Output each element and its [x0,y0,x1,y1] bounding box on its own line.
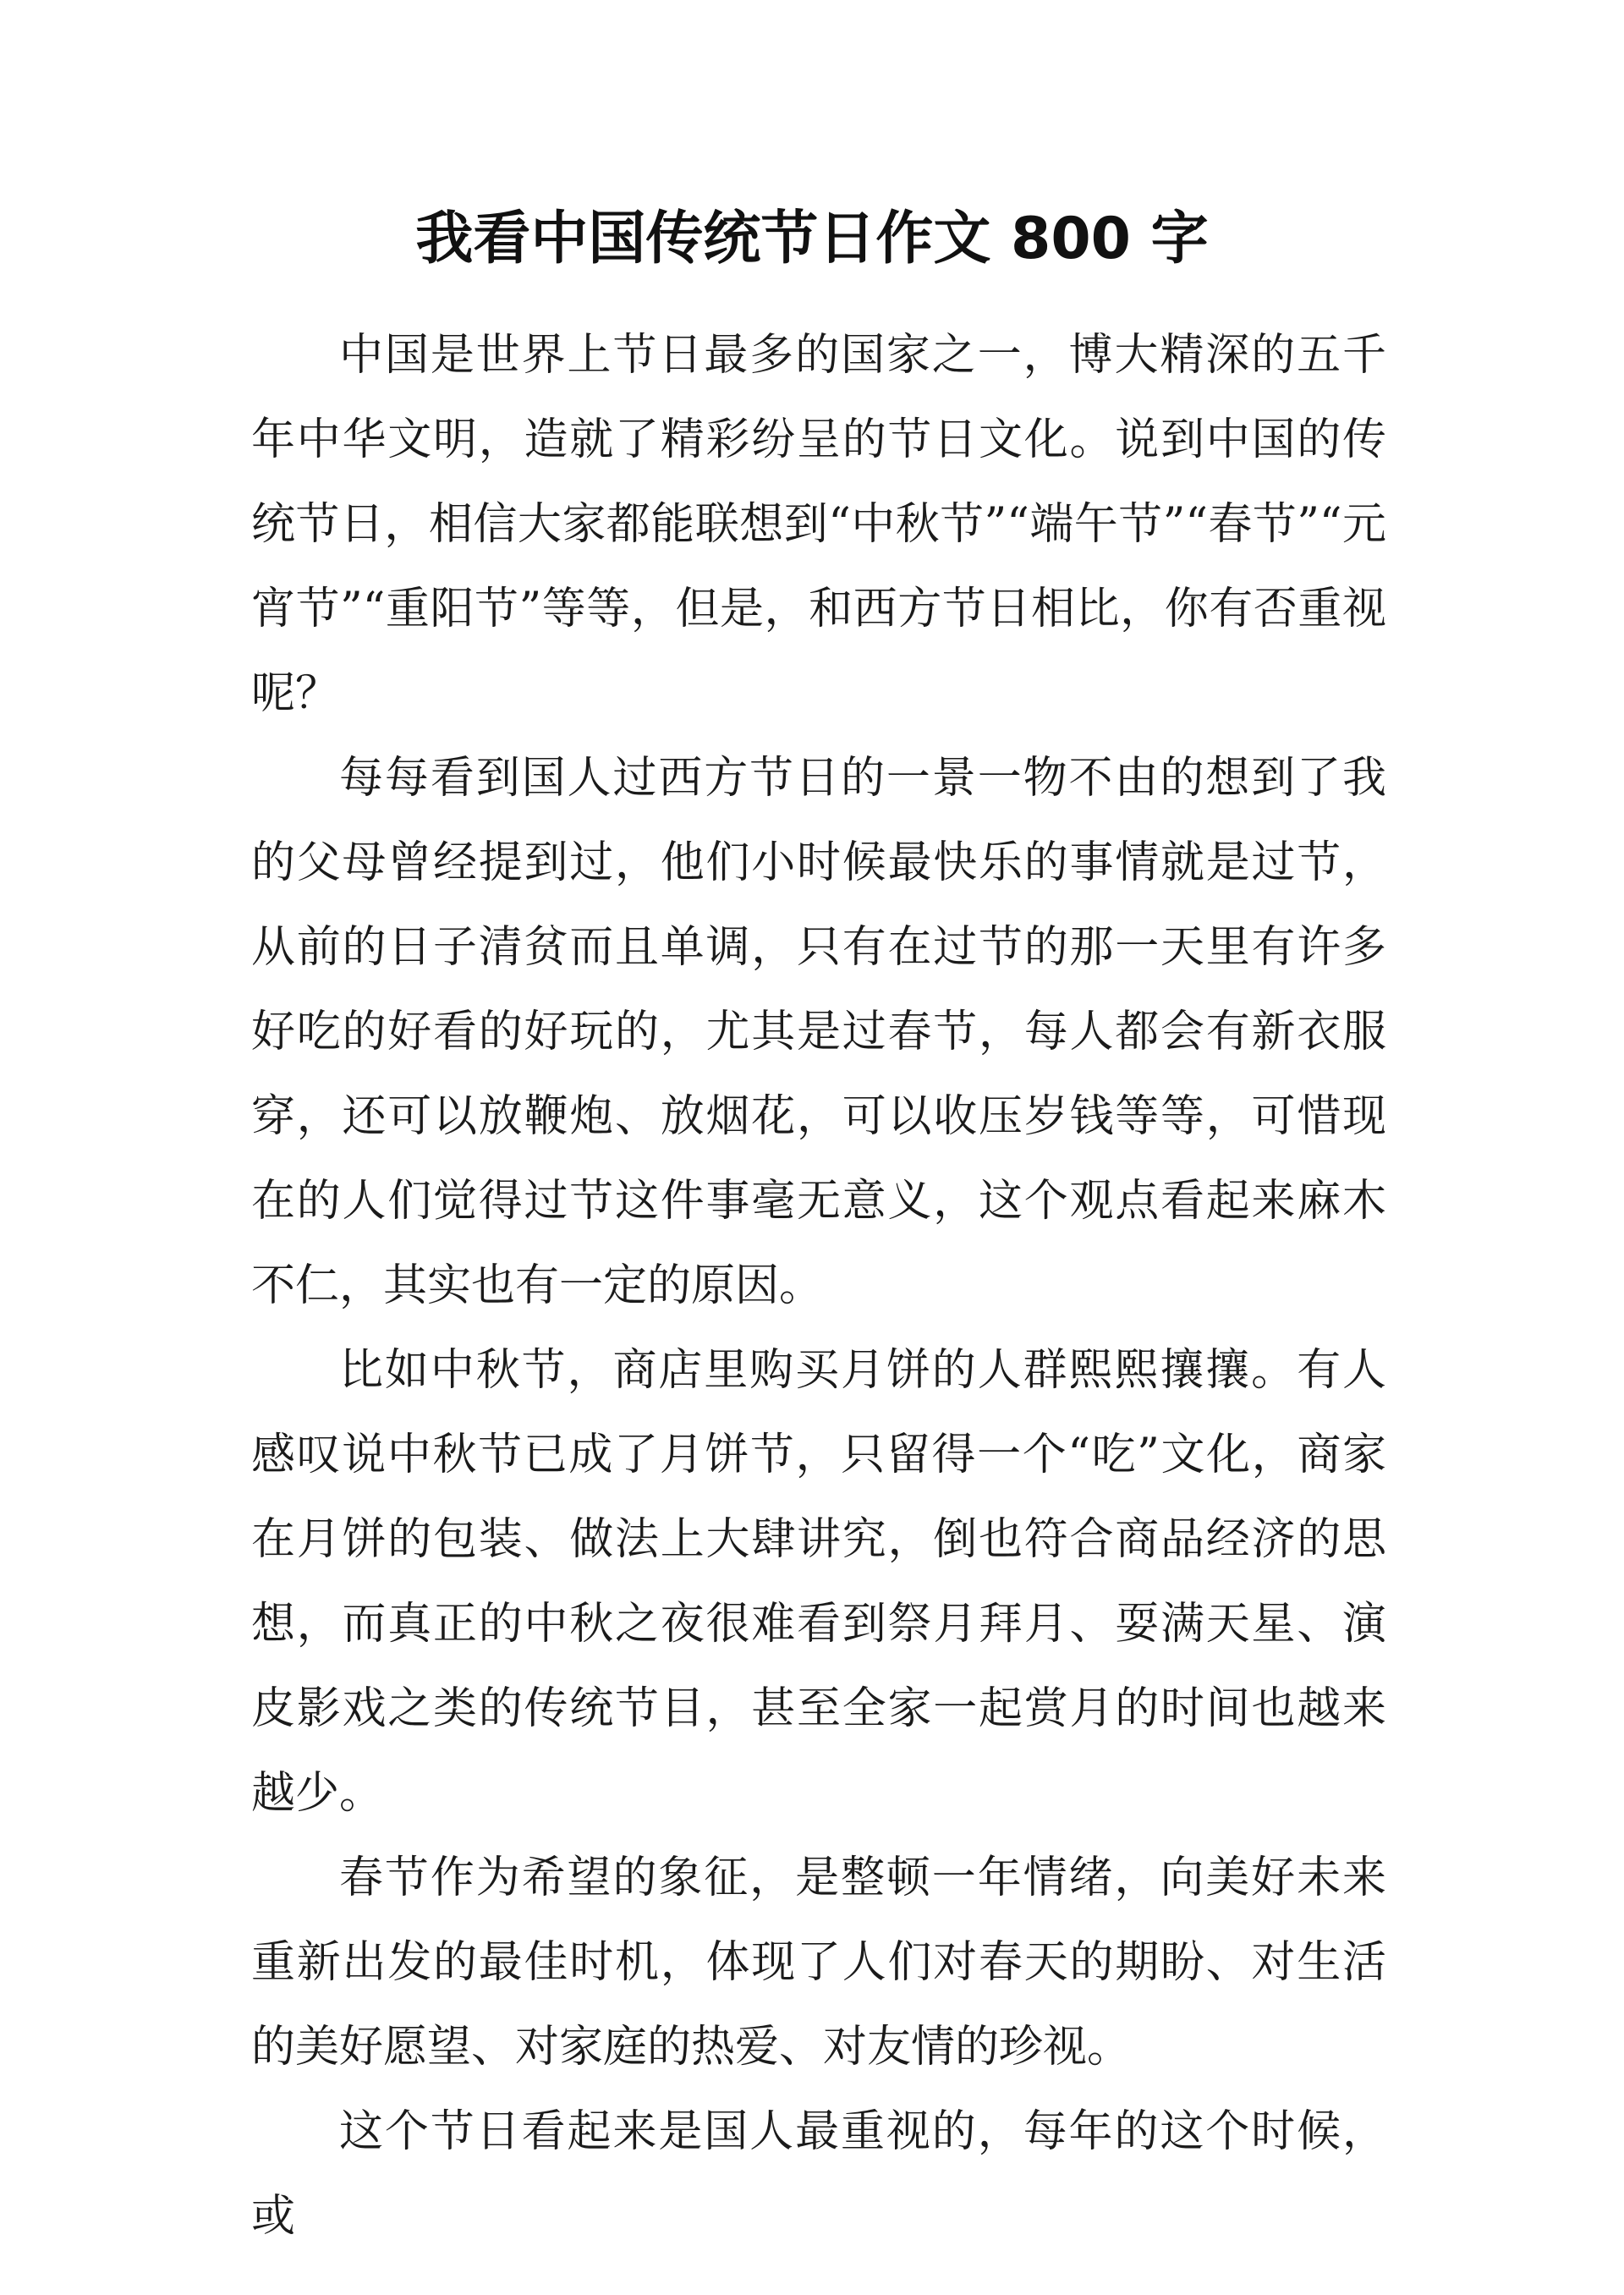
paragraph: 中国是世界上节日最多的国家之一，博大精深的五千年中华文明，造就了精彩纷呈的节日文化。说到中国的传统节日，相信大家都能联想到“中秋节”“端午节”“春节”“元宵节”“重阳节”等等，但是，和西方节日相比，你有否重视呢？ [251,330,1386,719]
paragraph: 比如中秋节，商店里购买月饼的人群熙熙攘攘。有人感叹说中秋节已成了月饼节，只留得一个“吃”文化，商家在月饼的包装、做法上大肆讲究，倒也符合商品经济的思想，而真正的中秋之夜很难看到祭月拜月、耍满天星、演皮影戏之类的传统节目，甚至全家一起赏月的时间也越来越少。 [251,1345,1386,1819]
paragraph: 这个节日看起来是国人最重视的，每年的这个时候，或 [251,2106,1386,2242]
document-title: 我看中国传统节日作文 800 字 [415,206,1209,272]
paragraph: 春节作为希望的象征，是整顿一年情绪，向美好未来重新出发的最佳时机，体现了人们对春天的期盼、对生活的美好愿望、对家庭的热爱、对友情的珍视。 [251,1853,1386,2073]
document-body [251,313,1386,2259]
paragraph: 每每看到国人过西方节日的一景一物不由的想到了我的父母曾经提到过，他们小时候最快乐的事情就是过节，从前的日子清贫而且单调，只有在过节的那一天里有许多好吃的好看的好玩的，尤其是过春节，每人都会有新衣服穿，还可以放鞭炮、放烟花，可以收压岁钱等等，可惜现在的人们觉得过节这件事毫无意义，这个观点看起来麻木不仁，其实也有一定的原因。 [251,753,1386,1311]
